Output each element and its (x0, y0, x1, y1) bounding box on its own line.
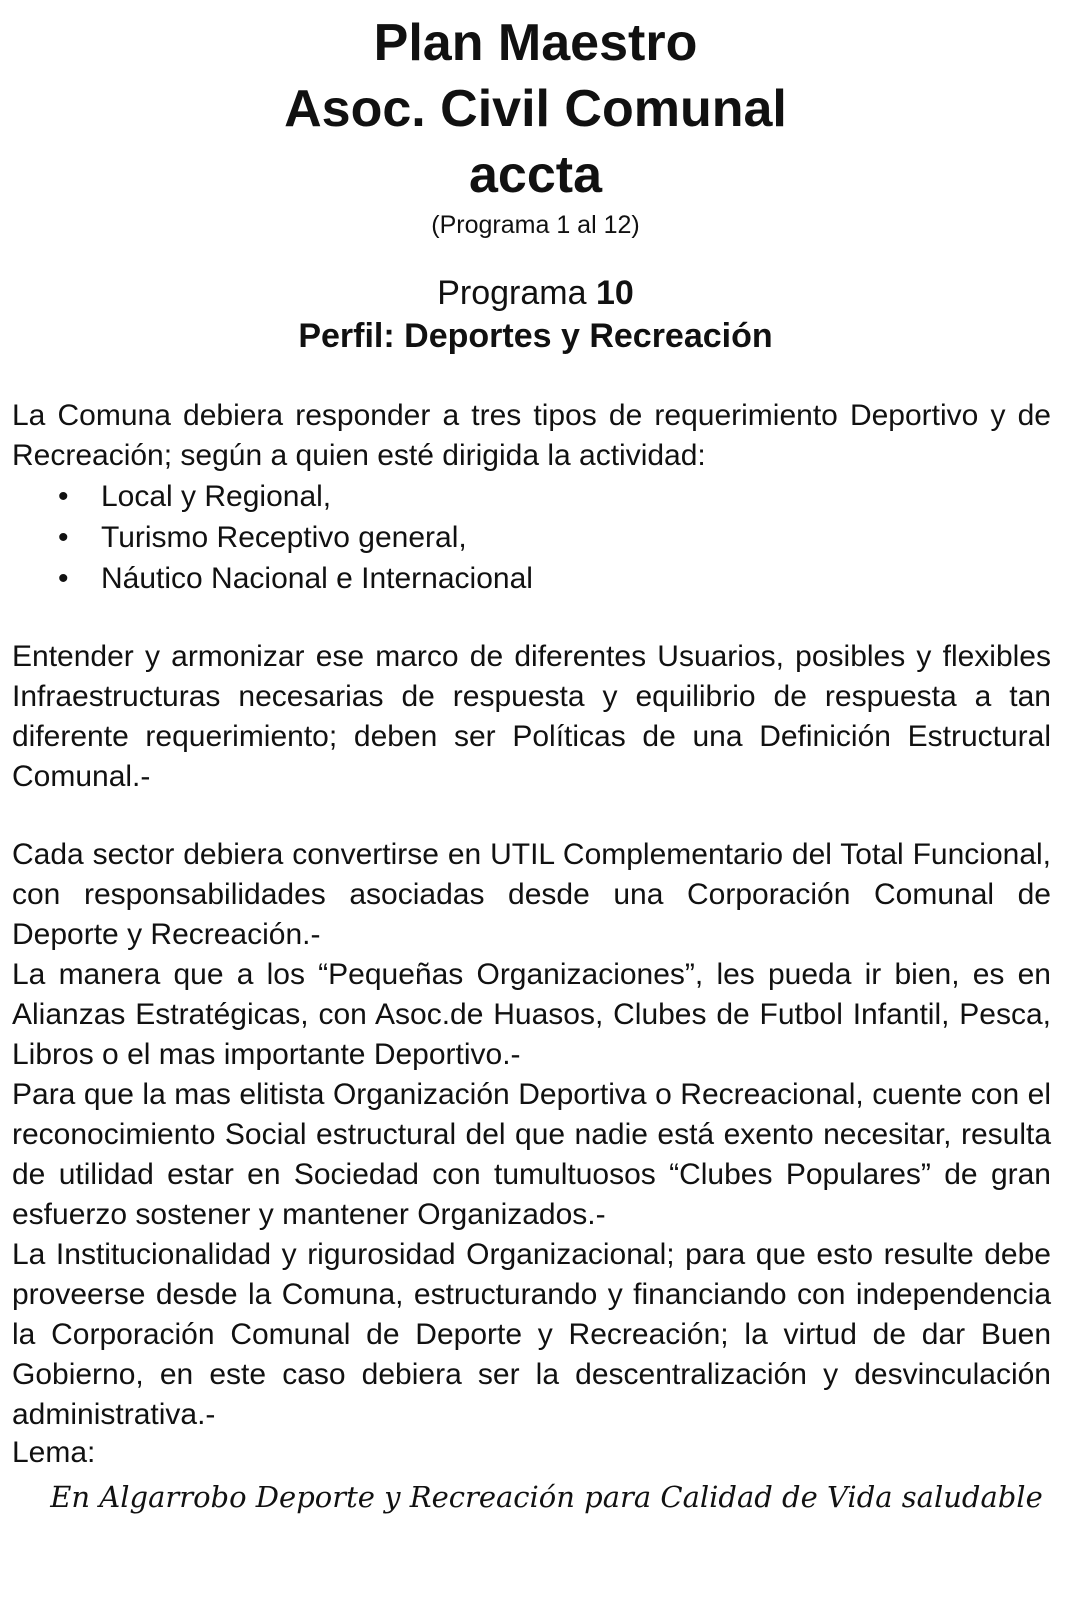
paragraph-institucionalidad: La Institucionalidad y rigurosidad Organizacional; para que esto resulte debe proveerse desde la Comuna, estructurando y financiando con independencia la Corporación Comunal de Deporte y Recreación; la virtud de dar Buen Gobierno, en este caso debiera ser la descentralización y desvinculación administrativa.- (12, 1238, 1051, 1431)
paragraph-elitista: Para que la mas elitista Organización Deportiva o Recreacional, cuente con el reconocimiento Social estructural del que nadie está exento necesitar, resulta de utilidad estar en Sociedad con tumultuosos “Clubes Populares” de gran esfuerzo sostener y mantener Organizados.- (12, 1078, 1051, 1231)
list-item (54, 558, 1051, 599)
document-title-line-2: Asoc. Civil Comunal (284, 80, 787, 138)
list-item (54, 517, 1051, 558)
paragraph-alianzas: La manera que a los “Pequeñas Organizaciones”, les pueda ir bien, es en Alianzas Estratégicas, con Asoc.de Huasos, Clubes de Futbol Infantil, Pesca, Libros o el mas importante Deportivo.- (12, 958, 1051, 1071)
program-heading (20, 272, 1051, 314)
paragraph-sector: Cada sector debiera convertirse en UTIL Complementario del Total Funcional, con responsabilidades asociadas desde una Corporación Comunal de Deporte y Recreación.- (12, 838, 1051, 951)
document-title-line-1: Plan Maestro (373, 14, 698, 72)
paragraph-infraestructura: Entender y armonizar ese marco de diferentes Usuarios, posibles y flexibles Infraestructuras necesarias de respuesta y equilibrio de respuesta a tan diferente requerimiento; deben ser Políticas de una Definición Estructural Comunal.- (12, 640, 1051, 793)
lema-text: En Algarrobo Deporte y Recreación para Calidad de Vida saludable (50, 1480, 1043, 1514)
lema-label: Lema: (12, 1436, 96, 1469)
document-subtitle: (Programa 1 al 12) (431, 211, 640, 239)
profile-heading: Perfil: Deportes y Recreación (298, 317, 773, 355)
bullet-icon: • (58, 480, 69, 513)
list-item (54, 476, 1051, 517)
program-number: 10 (595, 274, 634, 312)
document-title-line-3: accta (469, 146, 602, 204)
intro-paragraph: La Comuna debiera responder a tres tipos de requerimiento Deportivo y de Recreación; según a quien esté dirigida la actividad: (12, 399, 1051, 472)
bullet-icon: • (58, 562, 69, 595)
program-label: Programa (437, 274, 587, 312)
list-item-text: Náutico Nacional e Internacional (101, 562, 533, 595)
list-item-text: Local y Regional, (101, 480, 332, 513)
list-item-text: Turismo Receptivo general, (101, 521, 467, 554)
bullet-list (12, 476, 1051, 599)
bullet-icon: • (58, 521, 69, 554)
document-header (20, 10, 1051, 358)
